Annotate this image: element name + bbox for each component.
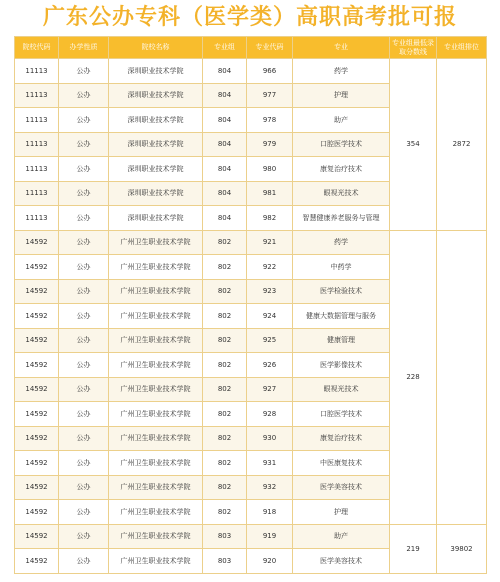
cell-school-code: 11113 (15, 132, 59, 157)
cell-school-name: 广州卫生职业技术学院 (109, 377, 203, 402)
cell-group: 802 (203, 255, 247, 280)
cell-major-code: 928 (247, 402, 293, 427)
cell-school-type: 公办 (59, 475, 109, 500)
cell-group: 802 (203, 402, 247, 427)
cell-rank (437, 230, 487, 524)
cell-major: 眼视光技术 (293, 377, 390, 402)
cell-school-type: 公办 (59, 402, 109, 427)
cell-school-type: 公办 (59, 377, 109, 402)
cell-school-name: 广州卫生职业技术学院 (109, 402, 203, 427)
cell-school-code: 14592 (15, 524, 59, 549)
cell-school-code: 14592 (15, 328, 59, 353)
table-header-row (15, 37, 487, 59)
cell-major: 医学检验技术 (293, 279, 390, 304)
cell-major: 助产 (293, 108, 390, 133)
cell-school-code: 14592 (15, 402, 59, 427)
cell-school-type: 公办 (59, 524, 109, 549)
cell-major-code: 927 (247, 377, 293, 402)
cell-major: 药学 (293, 59, 390, 84)
col-header-group: 专业组 (203, 37, 247, 59)
cell-group: 803 (203, 524, 247, 549)
cell-school-code: 11113 (15, 83, 59, 108)
cell-group: 802 (203, 451, 247, 476)
cell-school-type: 公办 (59, 304, 109, 329)
page-title: 广东公办专科（医学类）高职高考批可报 (42, 5, 457, 30)
cell-school-type: 公办 (59, 451, 109, 476)
cell-major: 康复治疗技术 (293, 426, 390, 451)
cell-school-code: 14592 (15, 549, 59, 574)
cell-school-name: 广州卫生职业技术学院 (109, 353, 203, 378)
cell-group: 802 (203, 304, 247, 329)
cell-school-type: 公办 (59, 206, 109, 231)
cell-major-code: 919 (247, 524, 293, 549)
cell-school-name: 广州卫生职业技术学院 (109, 279, 203, 304)
cell-school-name: 深圳职业技术学院 (109, 83, 203, 108)
cell-major: 智慧健康养老服务与管理 (293, 206, 390, 231)
cell-major: 助产 (293, 524, 390, 549)
cell-school-name: 深圳职业技术学院 (109, 108, 203, 133)
cell-school-code: 14592 (15, 304, 59, 329)
cell-major-code: 922 (247, 255, 293, 280)
cell-group: 804 (203, 181, 247, 206)
cell-major: 医学影像技术 (293, 353, 390, 378)
cell-major-code: 923 (247, 279, 293, 304)
cell-major: 康复治疗技术 (293, 157, 390, 182)
cell-school-name: 广州卫生职业技术学院 (109, 230, 203, 255)
cell-group: 802 (203, 353, 247, 378)
cell-major: 中药学 (293, 255, 390, 280)
cell-school-name: 深圳职业技术学院 (109, 157, 203, 182)
cell-school-code: 14592 (15, 230, 59, 255)
cell-major: 药学 (293, 230, 390, 255)
cell-school-type: 公办 (59, 59, 109, 84)
cell-group: 802 (203, 230, 247, 255)
admission-table (14, 36, 487, 574)
cell-major: 口腔医学技术 (293, 132, 390, 157)
cell-school-type: 公办 (59, 181, 109, 206)
table-row (15, 524, 487, 549)
cell-school-name: 广州卫生职业技术学院 (109, 426, 203, 451)
cell-school-type: 公办 (59, 230, 109, 255)
cell-group: 804 (203, 59, 247, 84)
col-header-school-type: 办学性质 (59, 37, 109, 59)
cell-school-code: 14592 (15, 255, 59, 280)
cell-rank: 2872 (437, 59, 487, 231)
cell-major-code: 966 (247, 59, 293, 84)
cell-school-name: 广州卫生职业技术学院 (109, 451, 203, 476)
cell-school-type: 公办 (59, 157, 109, 182)
cell-school-name: 广州卫生职业技术学院 (109, 475, 203, 500)
cell-major-code: 918 (247, 500, 293, 525)
cell-school-code: 11113 (15, 108, 59, 133)
cell-major-code: 932 (247, 475, 293, 500)
cell-school-name: 深圳职业技术学院 (109, 132, 203, 157)
cell-school-code: 11113 (15, 59, 59, 84)
cell-school-name: 深圳职业技术学院 (109, 181, 203, 206)
cell-major-code: 981 (247, 181, 293, 206)
cell-major: 医学美容技术 (293, 549, 390, 574)
cell-major-code: 980 (247, 157, 293, 182)
cell-school-name: 深圳职业技术学院 (109, 206, 203, 231)
cell-school-type: 公办 (59, 132, 109, 157)
cell-major: 眼视光技术 (293, 181, 390, 206)
col-header-school-name: 院校名称 (109, 37, 203, 59)
cell-school-code: 14592 (15, 353, 59, 378)
col-header-min-score: 专业组最低录取分数线 (390, 37, 437, 59)
cell-min-score: 219 (390, 524, 437, 573)
cell-group: 802 (203, 377, 247, 402)
cell-school-name: 广州卫生职业技术学院 (109, 524, 203, 549)
cell-group: 802 (203, 426, 247, 451)
col-header-major: 专业 (293, 37, 390, 59)
cell-group: 804 (203, 132, 247, 157)
cell-school-code: 14592 (15, 451, 59, 476)
cell-group: 804 (203, 108, 247, 133)
cell-school-type: 公办 (59, 83, 109, 108)
cell-school-code: 14592 (15, 426, 59, 451)
cell-major: 健康管理 (293, 328, 390, 353)
table-row (15, 59, 487, 84)
cell-major: 中医康复技术 (293, 451, 390, 476)
cell-school-type: 公办 (59, 279, 109, 304)
cell-major-code: 931 (247, 451, 293, 476)
cell-min-score: 354 (390, 59, 437, 231)
cell-school-code: 14592 (15, 475, 59, 500)
cell-group: 804 (203, 206, 247, 231)
cell-school-type: 公办 (59, 108, 109, 133)
cell-major-code: 920 (247, 549, 293, 574)
cell-school-code: 14592 (15, 377, 59, 402)
cell-group: 802 (203, 279, 247, 304)
table-row (15, 230, 487, 255)
cell-school-name: 广州卫生职业技术学院 (109, 328, 203, 353)
cell-major-code: 930 (247, 426, 293, 451)
cell-major: 健康大数据管理与服务 (293, 304, 390, 329)
cell-major: 医学美容技术 (293, 475, 390, 500)
cell-school-code: 11113 (15, 206, 59, 231)
cell-group: 802 (203, 475, 247, 500)
cell-rank: 39802 (437, 524, 487, 573)
cell-major: 护理 (293, 83, 390, 108)
cell-group: 802 (203, 500, 247, 525)
cell-major: 口腔医学技术 (293, 402, 390, 427)
cell-school-code: 14592 (15, 500, 59, 525)
col-header-rank: 专业组排位 (437, 37, 487, 59)
cell-school-code: 11113 (15, 181, 59, 206)
col-header-school-code: 院校代码 (15, 37, 59, 59)
cell-major-code: 979 (247, 132, 293, 157)
cell-school-name: 广州卫生职业技术学院 (109, 500, 203, 525)
cell-min-score: 228 (390, 230, 437, 524)
cell-group: 804 (203, 157, 247, 182)
cell-school-type: 公办 (59, 328, 109, 353)
cell-school-name: 广州卫生职业技术学院 (109, 255, 203, 280)
cell-major-code: 978 (247, 108, 293, 133)
cell-school-name: 广州卫生职业技术学院 (109, 304, 203, 329)
cell-school-type: 公办 (59, 255, 109, 280)
cell-group: 804 (203, 83, 247, 108)
cell-school-type: 公办 (59, 500, 109, 525)
cell-school-name: 深圳职业技术学院 (109, 59, 203, 84)
cell-major-code: 925 (247, 328, 293, 353)
cell-major-code: 982 (247, 206, 293, 231)
cell-major-code: 926 (247, 353, 293, 378)
cell-school-code: 11113 (15, 157, 59, 182)
cell-school-type: 公办 (59, 426, 109, 451)
cell-school-name: 广州卫生职业技术学院 (109, 549, 203, 574)
cell-school-type: 公办 (59, 353, 109, 378)
cell-school-type: 公办 (59, 549, 109, 574)
cell-group: 802 (203, 328, 247, 353)
col-header-major-code: 专业代码 (247, 37, 293, 59)
cell-major: 护理 (293, 500, 390, 525)
cell-major-code: 921 (247, 230, 293, 255)
cell-school-code: 14592 (15, 279, 59, 304)
cell-group: 803 (203, 549, 247, 574)
cell-major-code: 977 (247, 83, 293, 108)
cell-major-code: 924 (247, 304, 293, 329)
